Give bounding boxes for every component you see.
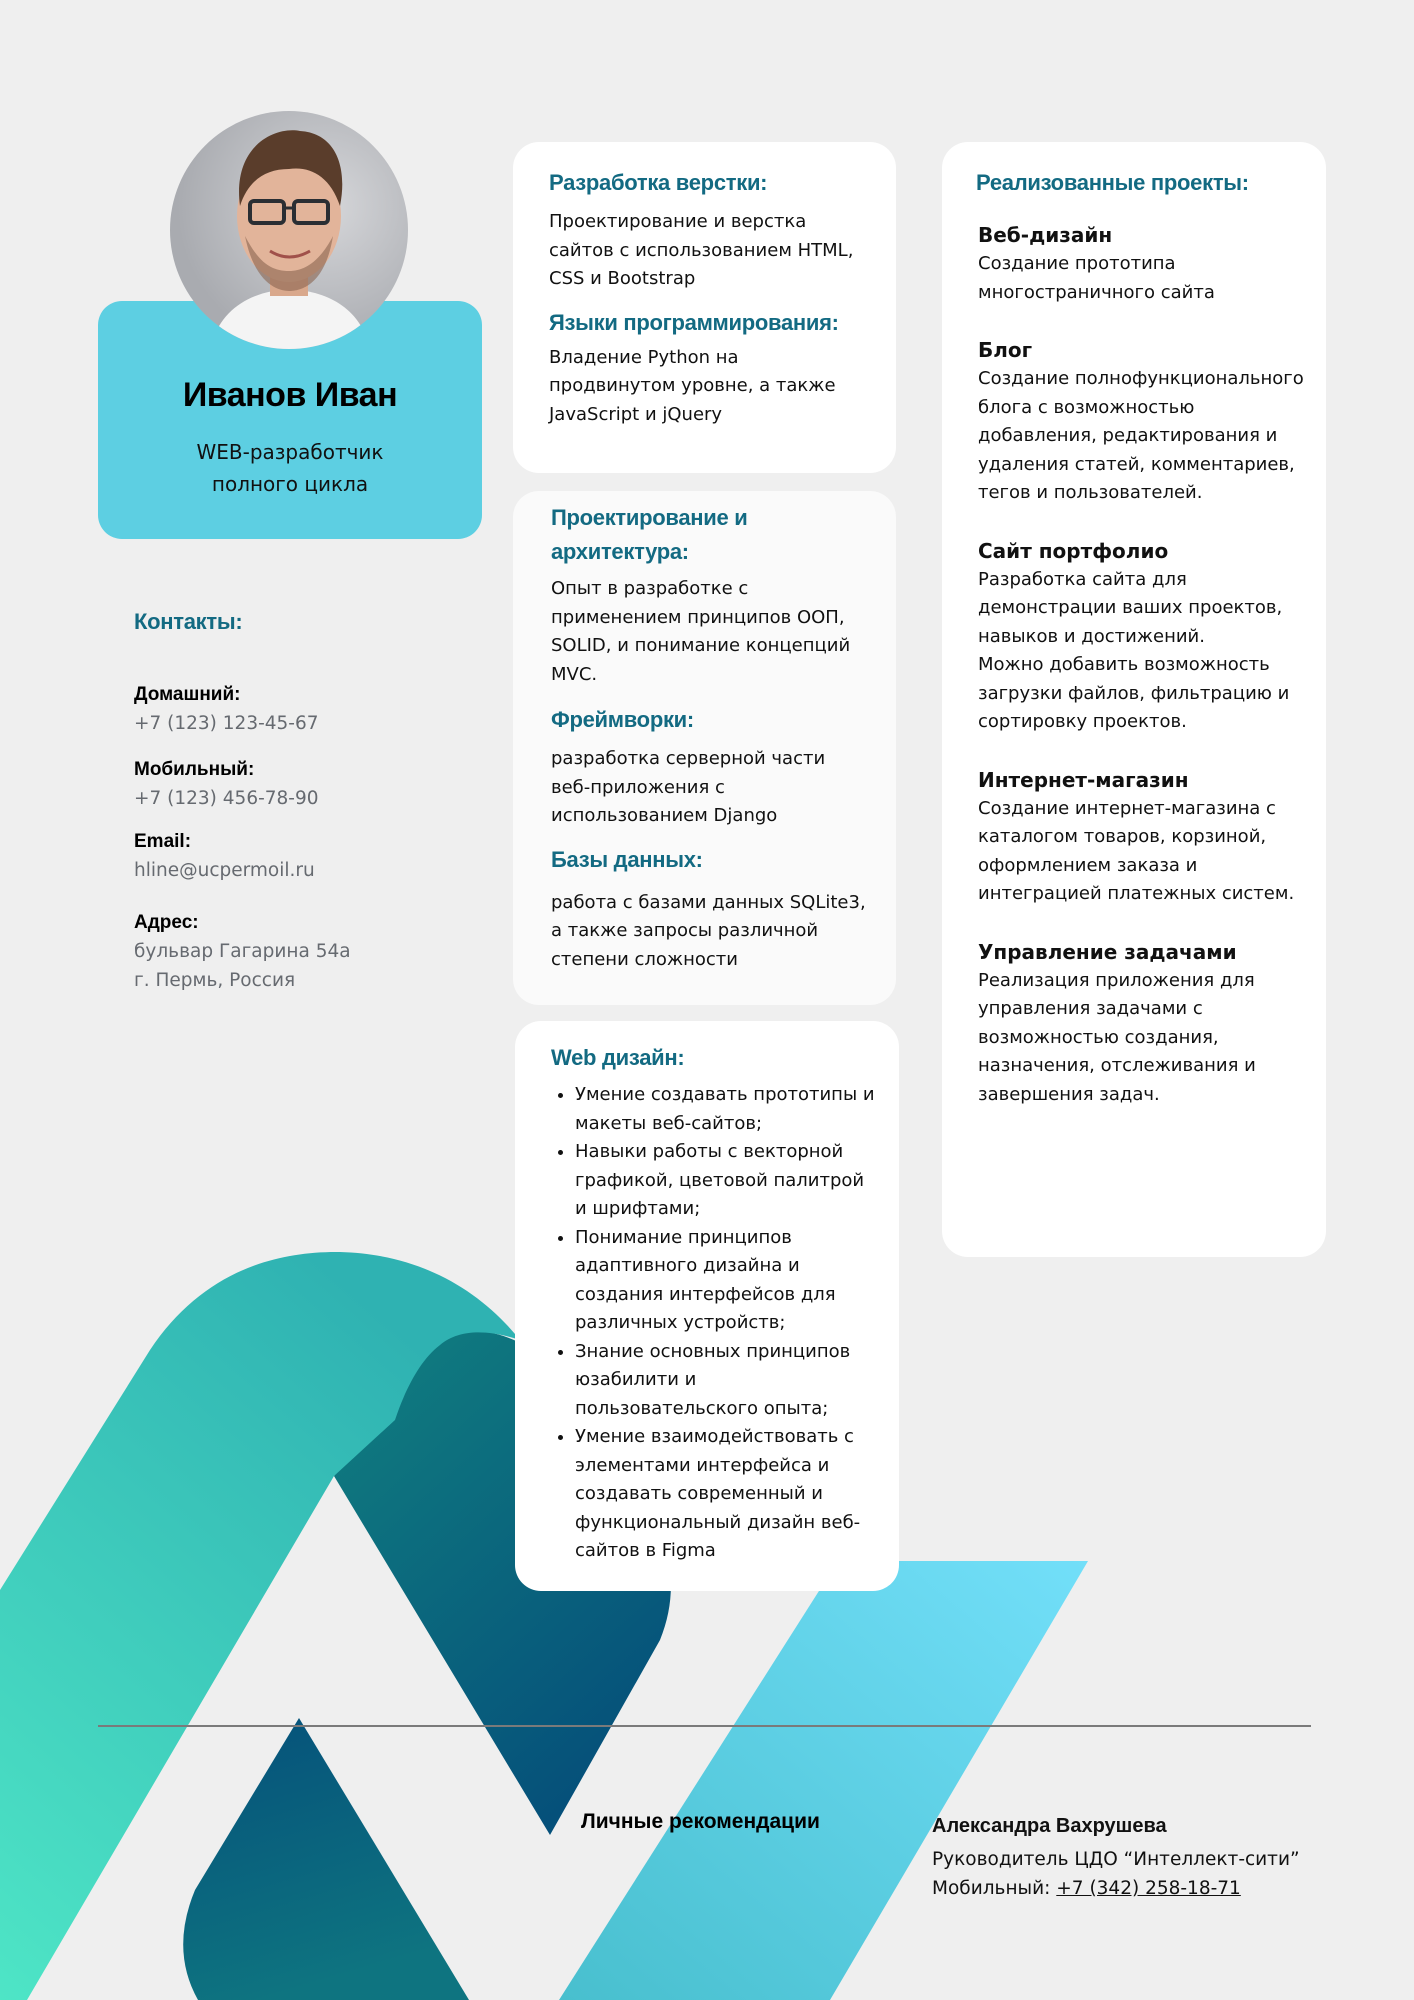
skill-heading: Базы данных:	[551, 846, 703, 872]
list-item: • Навыки работы с векторной графикой, цветовой палитрой и шрифтами;	[575, 1138, 877, 1224]
email-value[interactable]: hline@ucpermoil.ru	[134, 860, 315, 881]
list-item: • Умение создавать прототипы и макеты веб-сайтов;	[575, 1081, 877, 1138]
mobile-phone-label: Мобильный:	[134, 759, 255, 780]
project-item	[978, 335, 1306, 508]
skill-heading: Фреймворки:	[551, 707, 694, 732]
project-text: Создание интернет-магазина с каталогом товаров, корзиной, оформлением заказа и интеграцией платежных систем.	[978, 797, 1295, 904]
referee-mobile-label: Мобильный:	[932, 1878, 1051, 1899]
address-label: Адрес:	[134, 912, 199, 933]
mobile-phone-value: +7 (123) 456-78-90	[134, 788, 319, 809]
skill-text: Владение Python на продвинутом уровне, а также JavaScript и jQuery	[549, 346, 836, 425]
job-title	[98, 436, 482, 500]
home-phone-label: Домашний:	[134, 684, 241, 705]
web-design-card	[515, 1021, 899, 1591]
list-item: • Умение взаимодействовать с элементами интерфейса и создавать современный и функциональный дизайн веб-сайтов в Figma	[575, 1423, 877, 1566]
projects-card	[942, 142, 1326, 1257]
project-item	[978, 937, 1306, 1110]
web-design-heading: Web дизайн:	[551, 1045, 685, 1070]
home-phone-value: +7 (123) 123-45-67	[134, 713, 319, 734]
referee-name: Александра Вахрушева	[932, 1815, 1167, 1837]
referee-phone-link[interactable]: +7 (342) 258-18-71	[1056, 1878, 1241, 1899]
skill-heading: Языки программирования:	[549, 309, 839, 335]
project-text: Разработка сайта для демонстрации ваших проектов, навыков и достижений.	[978, 568, 1283, 647]
skill-text: разработка серверной части веб-приложения с использованием Django	[551, 748, 826, 826]
referee-mobile	[932, 1874, 1300, 1903]
project-text: Реализация приложения для управления задачами с возможностью создания, назначения, отслеживания и завершения задач.	[978, 969, 1256, 1105]
project-title: Управление задачами	[978, 939, 1237, 964]
project-text: Создание прототипа многостраничного сайта	[978, 253, 1215, 303]
divider	[98, 1725, 1311, 1727]
portrait-image	[170, 111, 408, 349]
address-line: г. Пермь, Россия	[134, 970, 296, 991]
project-text: Создание полнофункционального блога с возможностью добавления, редактирования и удаления статей, комментариев, тегов и пользователей.	[978, 368, 1304, 503]
skill-heading: Проектирование и архитектура:	[551, 505, 748, 564]
project-title: Блог	[978, 338, 1033, 362]
project-text: Можно добавить возможность загрузки файлов, фильтрацию и сортировку проектов.	[978, 654, 1290, 732]
recommendations-heading: Личные рекомендации	[581, 1810, 820, 1833]
person-name: Иванов Иван	[182, 376, 398, 414]
project-item	[978, 220, 1306, 307]
skill-text: Опыт в разработке с применением принципов ООП, SOLID, и понимание концепций MVC.	[551, 578, 851, 685]
list-item: • Понимание принципов адаптивного дизайна и создания интерфейсов для различных устройств;	[575, 1224, 877, 1338]
email-label: Email:	[134, 831, 192, 852]
web-design-list	[551, 1081, 877, 1566]
contacts-section	[134, 605, 351, 995]
project-item	[978, 536, 1306, 737]
contacts-heading: Контакты:	[134, 609, 243, 634]
job-title-line: полного цикла	[211, 472, 369, 496]
list-item: • Знание основных принципов юзабилити и пользовательского опыта;	[575, 1338, 877, 1424]
skill-text: Проектирование и верстка сайтов с использованием HTML, CSS и Bootstrap	[549, 211, 854, 289]
job-title-line: WEB-разработчик	[196, 440, 384, 464]
project-item	[978, 765, 1306, 909]
avatar	[170, 111, 408, 349]
skills-card-markup-languages	[513, 142, 896, 473]
skills-card-architecture	[513, 491, 896, 1005]
referee-position: Руководитель ЦДО “Интеллект-сити”	[932, 1849, 1300, 1870]
address-line: бульвар Гагарина 54а	[134, 941, 351, 962]
recommendation	[932, 1812, 1300, 1903]
project-title: Интернет-магазин	[978, 767, 1189, 792]
projects-heading: Реализованные проекты:	[976, 170, 1249, 195]
project-title: Сайт портфолио	[978, 538, 1169, 563]
skill-text: работа с базами данных SQLite3, а также запросы различной степени сложности	[551, 891, 866, 970]
skill-heading: Разработка верстки:	[549, 170, 768, 195]
dark-triangle	[183, 1718, 469, 2000]
project-title: Веб-дизайн	[978, 223, 1113, 247]
